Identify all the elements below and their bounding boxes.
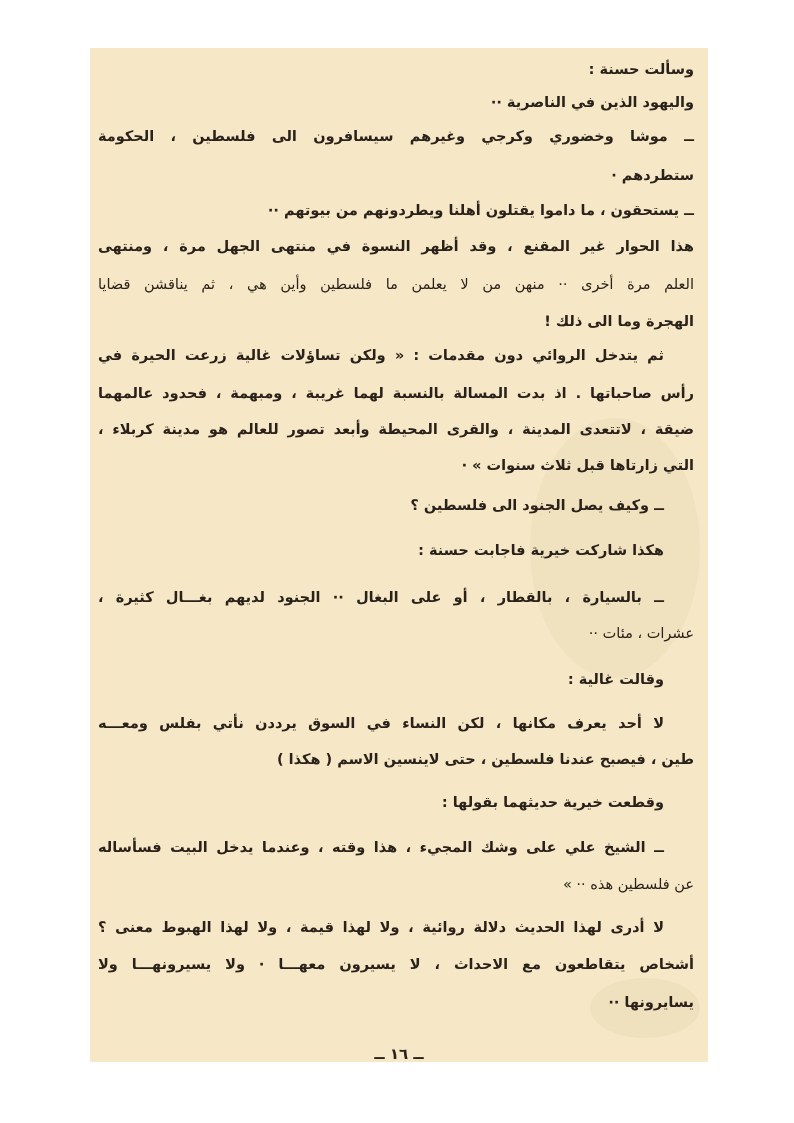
book-page — [90, 48, 708, 1062]
text-line-2: واليهود الذين في الناصرية ·· — [490, 95, 694, 111]
text-line-4: ستطردهم · — [611, 168, 694, 184]
text-line-8: الهجرة وما الى ذلك ! — [544, 314, 694, 330]
text-line-13: ــ وكيف يصل الجنود الى فلسطين ؟ — [410, 498, 664, 514]
text-line-19: طين ، فيصبح عندنا فلسطين ، حتى لاينسين الاسم ( هكذا ) — [277, 752, 694, 768]
text-line-1: وسألت حسنة : — [588, 62, 694, 78]
text-line-22: عن فلسطين هذه ·· » — [562, 877, 694, 893]
text-line-25: يسايرونها ·· — [608, 995, 694, 1011]
text-line-14: هكذا شاركت خيرية فاجابت حسنة : — [418, 543, 664, 559]
text-line-18: لا أحد يعرف مكانها ، لكن النساء في السوق يرددن نأتي بفلس ومعـــه — [98, 716, 664, 732]
text-line-6: هذا الحوار غير المقنع ، وقد أظهر النسوة في منتهى الجهل مرة ، ومنتهى — [98, 239, 694, 255]
page-number: ــ ١٦ ــ — [374, 1045, 424, 1062]
text-line-15: ــ بالسيارة ، بالقطار ، أو على البغال ·· الجنود لديهم بغـــال كثيرة ، — [98, 590, 664, 606]
text-line-17: وقالت غالية : — [567, 672, 664, 688]
text-line-16: عشرات ، مئات ·· — [588, 626, 694, 642]
text-line-23: لا أدرى لهذا الحديث دلالة روائية ، ولا لهذا قيمة ، ولا لهذا الهبوط معنى ؟ — [98, 920, 664, 936]
text-line-7: العلم مرة أخرى ·· منهن من لا يعلمن ما فلسطين وأين هي ، ثم يناقشن قضايا — [98, 277, 694, 293]
text-line-21: ــ الشيخ علي على وشك المجيء ، هذا وقته ، وعندما يدخل البيت فسأساله — [98, 840, 664, 856]
text-line-10: رأس صاحباتها . اذ بدت المسالة بالنسبة لهما غريبة ، ومبهمة ، فحدود عالمهما — [98, 386, 694, 402]
text-line-12: التي زارتاها قبل ثلاث سنوات » · — [461, 458, 694, 474]
text-line-24: أشخاص يتقاطعون مع الاحداث ، لا يسيرون معهـــا · ولا يسيرونهـــا ولا — [98, 957, 694, 973]
text-line-11: ضيقة ، لاتتعدى المدينة ، والقرى المحيطة وأبعد تصور للعالم هو مدينة كربلاء ، — [98, 422, 694, 438]
text-line-5: ــ يستحقون ، ما داموا يقتلون أهلنا ويطردونهم من بيوتهم ·· — [267, 203, 694, 219]
text-line-3: ــ موشا وخضوري وكرجي وغيرهم سيسافرون الى فلسطين ، الحكومة — [98, 129, 694, 145]
text-line-20: وقطعت خيرية حديثهما بقولها : — [441, 795, 664, 811]
text-line-9: ثم يتدخل الروائي دون مقدمات : « ولكن تساؤلات غالية زرعت الحيرة في — [98, 348, 664, 364]
